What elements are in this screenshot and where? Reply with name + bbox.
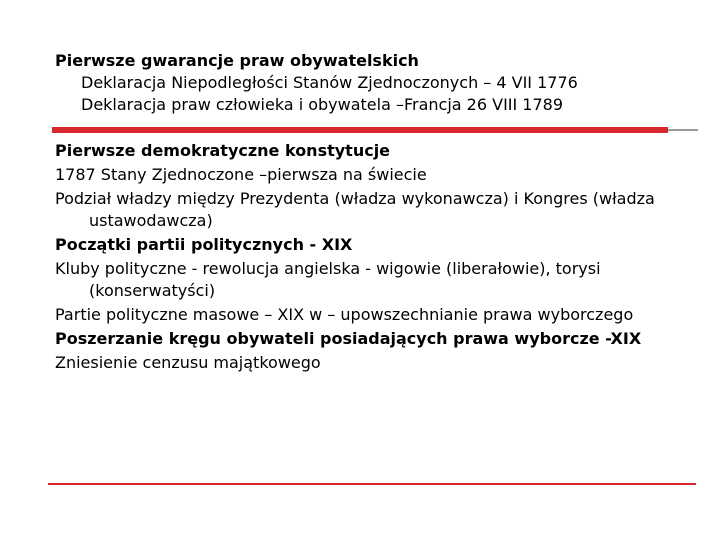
heading-first-constitutions: Pierwsze demokratyczne konstytucje <box>55 141 391 160</box>
header-line-declaration-france: Deklaracja praw człowieka i obywatela –Francja 26 VIII 1789 <box>81 95 564 114</box>
footer-divider-red <box>48 483 696 485</box>
title-divider-gray <box>668 129 698 131</box>
slide-header <box>55 50 695 116</box>
slide-title: Pierwsze gwarancje praw obywatelskich <box>55 51 419 70</box>
line-separation-of-powers: Podział władzy między Prezydenta (władza wykonawcza) i Kongres (władza ustawodawcza) <box>55 189 655 230</box>
line-census-abolition: Zniesienie cenzusu majątkowego <box>55 353 321 372</box>
line-political-clubs: Kluby polityczne - rewolucja angielska - wigowie (liberałowie), torysi (konserwatyści) <box>55 259 601 300</box>
line-mass-parties: Partie polityczne masowe – XIX w – upowszechnianie prawa wyborczego <box>55 305 634 324</box>
slide-body <box>55 140 695 376</box>
heading-political-parties: Początki partii politycznych - XIX <box>55 235 353 254</box>
line-us-constitution: 1787 Stany Zjednoczone –pierwsza na świecie <box>55 165 427 184</box>
header-line-declaration-us: Deklaracja Niepodległości Stanów Zjednoczonych – 4 VII 1776 <box>81 73 578 92</box>
title-divider-red <box>52 127 668 133</box>
heading-expanding-suffrage: Poszerzanie kręgu obywateli posiadających prawa wyborcze -XIX <box>55 329 642 348</box>
